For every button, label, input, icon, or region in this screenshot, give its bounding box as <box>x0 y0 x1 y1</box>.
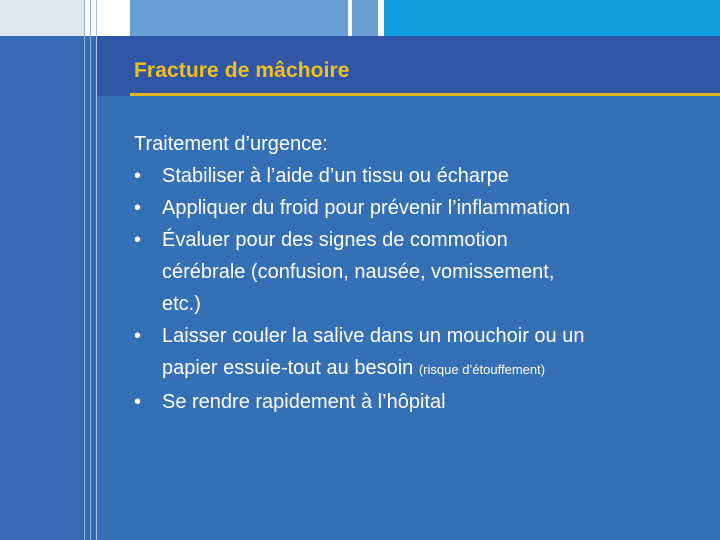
bullet-icon: • <box>134 197 142 219</box>
slide-body <box>134 128 694 418</box>
slide-title: Fracture de mâchoire <box>134 59 350 82</box>
title-underline <box>130 93 720 96</box>
title-band <box>0 36 720 96</box>
list-item-text-line <box>162 352 694 386</box>
list-item-text-line: cérébrale (confusion, nausée, vomissement, <box>162 261 555 283</box>
top-cyan-block <box>384 0 720 36</box>
list-item <box>134 386 694 418</box>
list-item-text: papier essuie-tout au besoin <box>162 357 414 379</box>
list-item-text-line: Évaluer pour des signes de commotion <box>162 229 508 251</box>
decorative-vertical-line <box>84 0 85 540</box>
bullet-icon: • <box>134 391 142 413</box>
bullet-icon: • <box>134 325 142 347</box>
list-item <box>134 224 694 320</box>
bullet-icon: • <box>134 165 142 187</box>
left-strip <box>0 36 96 540</box>
top-small-blue-block <box>352 0 378 36</box>
bullet-icon: • <box>134 229 142 251</box>
list-item <box>134 160 694 192</box>
decorative-vertical-line <box>96 0 97 540</box>
list-item-text: Stabiliser à l’aide d’un tissu ou écharpe <box>162 165 509 187</box>
bullet-list <box>134 160 694 418</box>
list-item <box>134 192 694 224</box>
list-item <box>134 320 694 386</box>
decorative-vertical-line <box>90 0 91 540</box>
top-light-blue-block <box>130 0 348 36</box>
list-item-text-line: Laisser couler la salive dans un mouchoir ou un <box>162 325 585 347</box>
list-item-text: Se rendre rapidement à l’hôpital <box>162 391 446 413</box>
list-item-text: Appliquer du froid pour prévenir l’inflammation <box>162 197 570 219</box>
top-left-block <box>0 0 84 36</box>
body-heading: Traitement d’urgence: <box>134 133 328 155</box>
list-item-text-line: etc.) <box>162 293 201 315</box>
list-item-note: (risque d’étouffement) <box>418 362 546 377</box>
